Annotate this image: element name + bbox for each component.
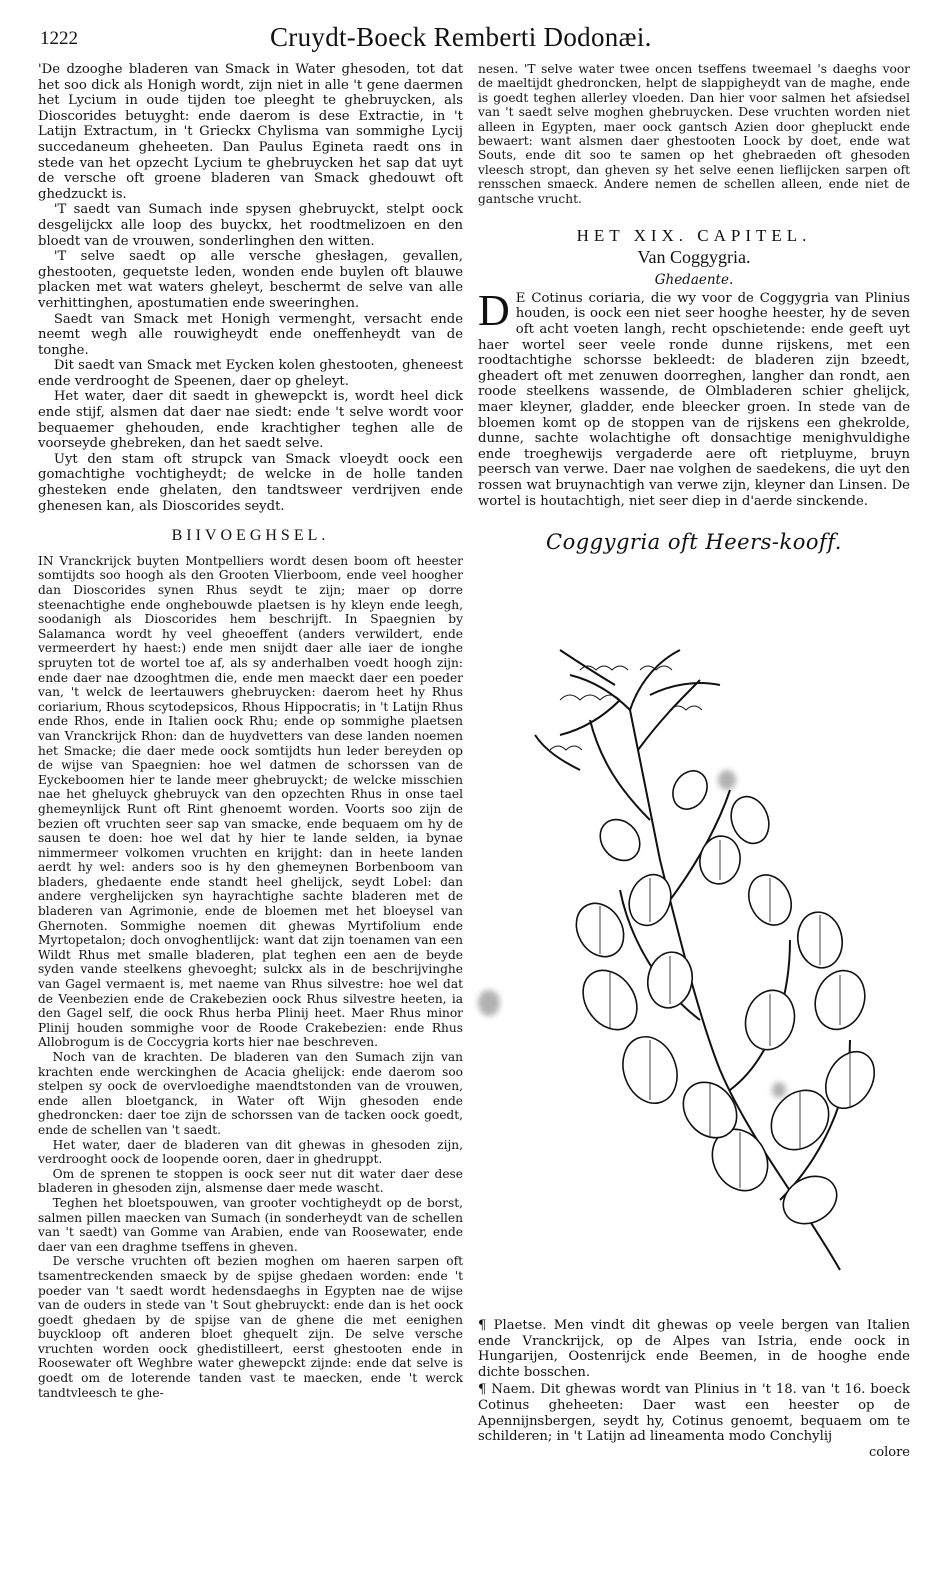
subhead: Ghedaente. xyxy=(654,272,734,289)
dropcap: D xyxy=(478,285,510,335)
page-tail: colore xyxy=(869,1444,910,1460)
chapter-text: E Cotinus coriaria, die wy voor de Coggygria van Plinius houden, is oock een niet seer hooghe heester, hy de seven oft acht voeten langh, recht opschietende: ende geeft uyt haer wortel seer veele ronde dunne rijskens, met een roodtachtighe schorsse bekleedt: de bladeren zijn bzeedt, gheadert oft met zenuwen doorreghen, langher dan rondt, aen roode steelkens wassende, de Olmbladeren schier ghelijck, maer kleyner, gladder, ende bleecker groen. In stede van de bloemen komt op de stoppen van de rijskens een ghekrolde, dunne, sachte wolachtighe oft donsachtige menighvuldighe ende troeghewijs vergaderde aere oft rietpluyme, bruyn peersch van verwe. Daer nae volghen de saedekens, die uyt den rossen wat bruynachtigh van verwe zijn, kleyner dan Linsen. De wortel is houtachtigh, niet seer diep in d'aerde sinckende. xyxy=(478,290,910,509)
left-column xyxy=(38,62,463,1400)
plaetse-text: Men vindt dit ghewas op veele bergen van Italien ende Vranckrijck, op de Alpes van Istria, ende oock in Hungarijen, Oostenrijck ende Beemen, in de hooghe ende dichte bosschen. xyxy=(478,1318,910,1380)
running-head: Cruydt-Boeck Remberti Dodonæi. xyxy=(270,22,652,52)
naem-paragraph: ¶ Naem. Dit ghewas wordt van Plinius in 't 18. van 't 16. boeck Cotinus gheheeten: Daer wast een heester op de Apennijnsbergen, seydt hy, Cotinus genoemt, bequaem om te schilderen; in 't Latijn ad lineamenta modo Conchylij xyxy=(478,1382,910,1445)
chapter-title: HET XIX. CAPITEL. xyxy=(576,226,812,246)
ink-smudge xyxy=(772,1082,786,1098)
ink-smudge xyxy=(718,770,736,790)
paragraph: 'T saedt van Sumach inde spysen ghebruyckt, stelpt oock desgelijckx alle loop des buyckx, het roodtmelizoen en den bloedt van de vrouwen, sonderlinghen den witten. xyxy=(38,202,463,249)
paragraph: Uyt den stam oft strupck van Smack vloeydt oock een gomachtighe vochtigheydt; de welcke in de holle tanden ghesteken ende ghelaten, den tandtsweer verdrijven ende ghenesen kan, als Dioscorides seydt. xyxy=(38,451,463,514)
paragraph: nesen. 'T selve water twee oncen tseffens tweemael 's daeghs voor de maeltijdt ghedroncken, helpt de slappigheydt van de maghe, ende is goedt teghen allerley vloeden. Dan hier voor salmen het afsiedsel van 't saedt selve moghen ghebruycken. Dese vruchten worden niet alleen in Egypten, maer oock gantsch Azien door ghepluckt ende bewaert: want alsmen daer ghestooten Loock by doet, ende wat Souts, ende dit soo te samen op het ghebraeden oft ghesoden vleesch stropt, dan gheven sy het selve eenen lieflijcken sarpen oft rensschen smaeck. Andere nemen de schellen alleen, ende niet de gantsche vrucht. xyxy=(478,62,910,206)
bottom-paragraphs xyxy=(478,1318,910,1460)
botanical-illustration xyxy=(520,640,880,1280)
paragraph: 'T selve saedt op alle versche ghesłagen, gevallen, ghestooten, gequetste leden, wonden ende buylen oft blauwe placken met wat waters gheleyt, beschermt de selve van alle verhittinghen, apostumatien ende sweeringhen. xyxy=(38,249,463,311)
plate-caption: Coggygria oft Heers-kooff. xyxy=(546,530,842,555)
paragraph: 'De dzooghe bladeren van Smack in Water ghesoden, tot dat het soo dick als Honigh wordt, zijn niet in alle 't gene daermen het Lycium in oude tijden toe pleeght te ghebruycken, als Dioscorides betuyght: ende daerom is dese Extractie, in 't Latijn Extractum, in 't Grieckx Chylisma van sommighe Lycij succedaneum gheheeten. Dan Paulus Egineta raedt ons in stede van het opzecht Lycium te ghebruycken het sap dat uyt de versche oft groene bladeren van Smack ghedouwt oft ghedzuckt is. xyxy=(38,62,463,202)
paragraph: IN Vranckrijck buyten Montpelliers wordt desen boom oft heester somtijdts soo hoogh als den Grooten Vlierboom, ende veel hoogher dan Dioscorides synen Rhus seydt te zijn; maer op dorre steenachtighe ende onghebouwde plaetsen is hy kleyn ende leegh, soodanigh als Dioscorides hem beschrijft. In Spaegnien by Salamanca wordt hy veel gheoeffent (anders verwildert, ende vermeerdert hy haest:) ende men snijdt daer alle iaer de ionghe spruyten tot de wortel toe af, als sy anderhalben voedt hoogh zijn: ende daer nae dzooghtmen die, ende men maeckt daer een poeder van, 't welck de leertauwers ghebruycken: daerom heet hy Rhus coriarium, Rhous scytodepsicos, Rhous Hippocratis; in 't Latijn Rhus ende Rhos, ende in Italien oock Rhu; ende op sommighe plaetsen van Vranckrijck Rhon: dan de huydvetters van dese landen noemen het Smacke; die daer mede oock somtijdts hun leder bereyden op de wijse van Spaegnien: hoe wel datmen de schorssen van de Eyckeboomen hier te lande meer ghebruyckt; de welcke misschien nae het gheluyck ghebruyck van den opzechten Rhus in onse tael ghemeynlijck Runt oft Rint ghenoemt worden. Voorts soo zijn de bezien oft vruchten seer sap van smacke, ende bequaem om hy de sausen te doen: hoe wel dat hy hier te lande selden, ia bynae nimmermeer volkomen vruchten en krijght: dan in heete landen aerdt hy wel: anders soo is hy den ghemeynen Borbenboom van bladers, ghedaente ende standt heel ghelijck, seydt Lobel: dan andere verghelijcken syn hayrachtighe sachte bladeren met de bladeren van Agrimonie, ende de bloemen met het bloeysel van Ghernoten. Sommighe noemen dit ghewas Myrtifolium ende Myrtopetalon; doch onvoghentlijck: want dat zijn toenamen van een Wildt Rhus met smalle bladeren, plat teghen een aen de beyde syden vande steelkens ghevoeght; sulckx als in de beschrijvinghe van Gagel vermaent is, met naeme van Rhus silvestre: hoe wel dat de Veenbezien ende de Crakebezien oock Rhus silvestre heeten, ia den Gagel self, die oock Rhus herba Plinij heet. Maer Rhus minor Plinij houden sommighe voor de Roode Crakebezien: ende Rhus Allobrogum is de Coccygria korts hier nae beschreven. xyxy=(38,553,463,1050)
section-title: BIIVOEGHSEL. xyxy=(171,527,330,545)
coggygria-woodcut xyxy=(520,640,880,1280)
paragraph: Dit saedt van Smack met Eycken kolen ghestooten, gheneest ende verdrooght de Speenen, daer op gheleyt. xyxy=(38,358,463,389)
paragraph: Noch van de krachten. De bladeren van den Sumach zijn van krachten ende werckinghen de Acacia ghelijck: ende daerom soo stelpen sy oock de overvloedighe maendtstonden van de vrouwen, ende allen bloetganck, in Water oft Wijn ghesoden ende ghedroncken: daer toe zijn de schorssen van de tacken oock goedt, ende de schellen van 't saedt. xyxy=(38,1050,463,1137)
paragraph: De versche vruchten oft bezien moghen om haeren sarpen oft tsamentreckenden smaeck by de spijse ghedaen worden: ende 't poeder van 't saedt wordt hedensdaeghs in Egypten nae de wijse van de ouders in stede van 't Sout ghebruyckt: ende dan is het oock goedt ghedaen by de spijse van de ghene die met eenighen buyckloop oft anderen bloet ghequelt zijn. De selve versche vruchten worden oock ghedistilleert, eerst ghestooten ende in Roosewater oft Weghbre water ghewepckt zijnde: ende dat selve is goedt om de loterende tanden vast te maecken, ende 't werck tandtvleesch te ghe- xyxy=(38,1254,463,1400)
naem-text: Dit ghewas wordt van Plinius in 't 18. van 't 16. boeck Cotinus gheheeten: Daer wast een heester op de Apennijnsbergen, seydt hy, Cotinus genoemt, bequaem om te schilderen; in 't Latijn ad lineamenta modo Conchylij xyxy=(478,1382,910,1445)
plaetse-label: Plaetse. xyxy=(493,1318,547,1333)
chapter-paragraph xyxy=(478,285,910,509)
naem-label: Naem. xyxy=(491,1382,536,1398)
ink-smudge xyxy=(478,990,500,1016)
paragraph: Teghen het bloetspouwen, van grooter vochtigheydt op de borst, salmen pillen maecken van Sumach (in sonderheydt van de schellen van 't saedt) van Gomme van Arabien, ende van Roosewater, ende daer van een draghme tseffens in gheven. xyxy=(38,1195,463,1254)
paragraph: Saedt van Smack met Honigh vermenght, versacht ende neemt wegh alle rouwigheydt ende oneffenheydt van de tonghe. xyxy=(38,311,463,358)
plaetse-paragraph: ¶ Plaetse. Men vindt dit ghewas op veele bergen van Italien ende Vranckrijck, op de Alpes van Istria, ende oock in Hungarijen, Oostenrijck ende Beemen, in de hooghe ende dichte bosschen. xyxy=(478,1318,910,1380)
paragraph: Het water, daer de bladeren van dit ghewas in ghesoden zijn, verdrooght oock de loopende ooren, daer in ghedruppt. xyxy=(38,1137,463,1167)
right-column xyxy=(478,62,910,555)
page-header xyxy=(40,22,920,58)
chapter-subtitle: Van Coggygria. xyxy=(637,246,751,267)
page-number: 1222 xyxy=(40,28,78,49)
paragraph: Het water, daer dit saedt in ghewepckt is, wordt heel dick ende stijf, alsmen dat daer nae siedt: ende 't selve wordt voor bequaemer ghehouden, ende krachtigher teghen alle de voorseyde ghebreken, dan het saedt selve. xyxy=(38,389,463,452)
paragraph: Om de sprenen te stoppen is oock seer nut dit water daer dese bladeren in ghesoden zijn, alsmense daer mede wascht. xyxy=(38,1166,463,1196)
